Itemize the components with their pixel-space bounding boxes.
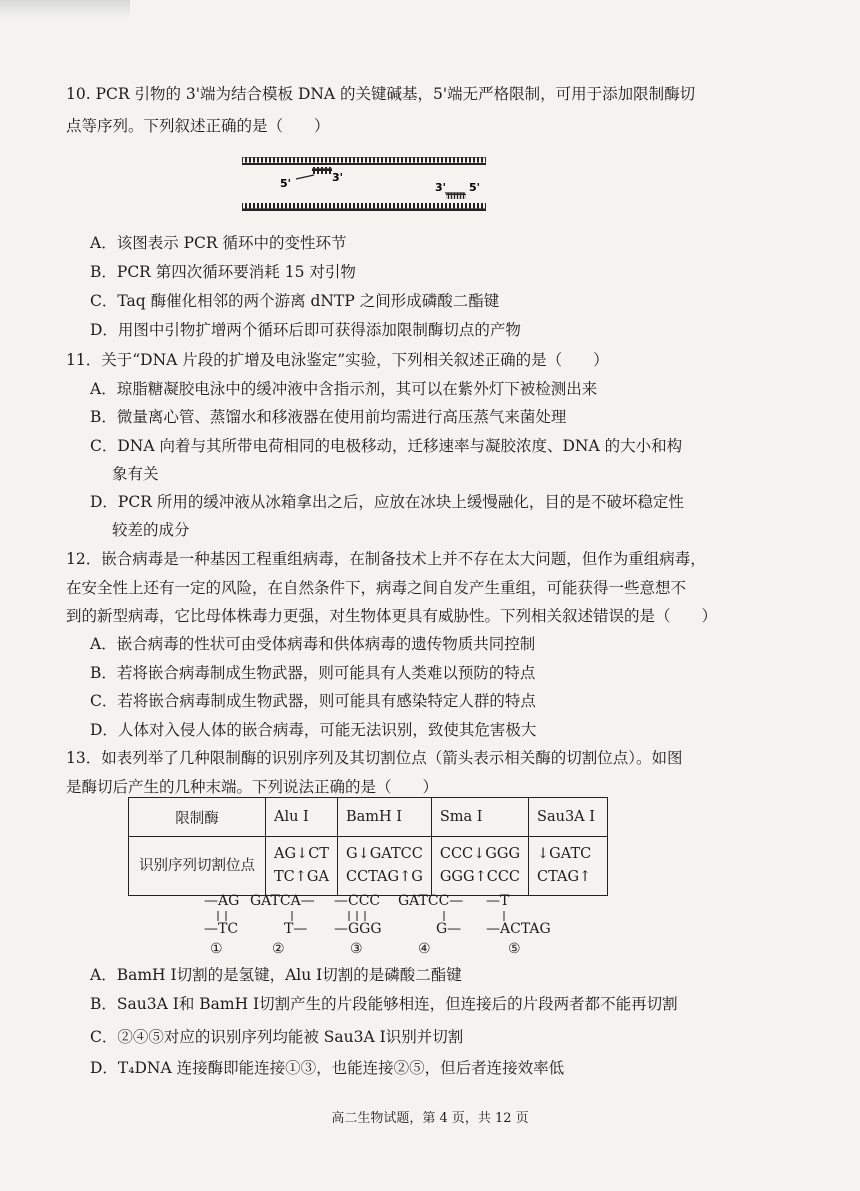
top-template-strand xyxy=(242,157,486,165)
end4-number: ④ xyxy=(418,941,431,957)
q11-option-c-line2: 象有关 xyxy=(112,465,159,483)
table-cell xyxy=(431,837,528,896)
left-primer xyxy=(312,167,332,174)
q10-option-d: D．用图中引物扩增两个循环后即可获得添加限制酶切点的产物 xyxy=(90,321,521,339)
seq-top: ↓GATC xyxy=(537,846,592,862)
q11-option-d-line1: D．PCR 所用的缓冲液从冰箱拿出之后，应放在冰块上缓慢融化，目的是不破坏稳定性 xyxy=(90,493,684,511)
q13-option-c: C．②④⑤对应的识别序列均能被 Sau3A Ⅰ识别并切割 xyxy=(90,1028,464,1046)
q11-stem: 11．关于“DNA 片段的扩增及电泳鉴定”实验，下列相关叙述正确的是（ ） xyxy=(66,351,609,369)
table-cell xyxy=(337,837,431,896)
q13-stem-line1: 13．如表列举了几种限制酶的识别序列及其切割位点（箭头表示相关酶的切割位点）。如图 xyxy=(66,749,683,767)
end3-top: —CCC xyxy=(334,893,381,909)
table-row xyxy=(129,837,608,896)
right-primer xyxy=(446,193,466,199)
end4-top: GATCC— xyxy=(398,893,464,909)
table-header-cell: Sau3A Ⅰ xyxy=(529,798,608,837)
q13-option-b: B．Sau3A Ⅰ和 BamH Ⅰ切割产生的片段能够相连，但连接后的片段两者都不能再切割 xyxy=(90,995,678,1013)
table-row-label: 识别序列切割位点 xyxy=(129,837,266,896)
q12-option-a: A．嵌合病毒的性状可由受体病毒和供体病毒的遗传物质共同控制 xyxy=(90,635,536,653)
q13-option-d: D．T₄DNA 连接酶即能连接①③，也能连接②⑤，但后者连接效率低 xyxy=(90,1059,565,1077)
seq-bottom: CCTAG↑G xyxy=(345,869,423,885)
page-footer: 高二生物试题，第 4 页，共 12 页 xyxy=(331,1111,529,1126)
seq-top: CCC↓GGG xyxy=(439,846,521,862)
q13-option-a: A．BamH Ⅰ切割的是氢键，Alu Ⅰ切割的是磷酸二酯键 xyxy=(90,966,462,984)
end2-top: GATCA— xyxy=(250,893,315,909)
q11-option-b: B．微量离心管、蒸馏水和移液器在使用前均需进行高压蒸气来菌处理 xyxy=(90,408,567,426)
seq-bottom: TC↑GA xyxy=(274,869,329,885)
left-primer-3-label: 3' xyxy=(332,171,344,184)
q12-stem-line3: 到的新型病毒，它比母体株毒力更强，对生物体更具有威胁性。下列相关叙述错误的是（ ） xyxy=(66,607,718,625)
table-cell xyxy=(266,837,338,896)
scan-shadow xyxy=(0,0,130,18)
end1-number: ① xyxy=(210,941,223,957)
base-pair-bonds xyxy=(186,893,566,943)
q12-option-b: B．若将嵌合病毒制成生物武器，则可能具有人类难以预防的特点 xyxy=(90,664,536,682)
right-primer-5-label: 5' xyxy=(469,181,481,194)
q12-option-c: C．若将嵌合病毒制成生物武器，则可能具有感染特定人群的特点 xyxy=(90,692,536,710)
table-header-cell: Sma Ⅰ xyxy=(431,798,528,837)
q10-option-c: C．Taq 酶催化相邻的两个游离 dNTP 之间形成磷酸二酯键 xyxy=(90,292,500,310)
q10-stem-line2: 点等序列。下列叙述正确的是（ ） xyxy=(66,117,330,135)
q11-option-a: A．琼脂糖凝胶电泳中的缓冲液中含指示剂，其可以在紫外灯下被检测出来 xyxy=(90,380,598,398)
sticky-ends-figure xyxy=(186,893,566,963)
table-header-cell: 限制酶 xyxy=(129,798,266,837)
pcr-primer-diagram xyxy=(240,155,490,215)
end5-top: —T xyxy=(486,893,510,909)
bottom-template-strand xyxy=(242,203,486,211)
table-header-cell: Alu Ⅰ xyxy=(266,798,338,837)
end2-number: ② xyxy=(272,941,285,957)
q11-option-c-line1: C．DNA 向着与其所带电荷相同的电极移动，迁移速率与凝胶浓度、DNA 的大小和构 xyxy=(90,437,683,455)
q10-stem-line1: 10. PCR 引物的 3'端为结合模板 DNA 的关键碱基，5'端无严格限制，可用于添加限制酶切 xyxy=(66,85,696,103)
q10-option-b: B．PCR 第四次循环要消耗 15 对引物 xyxy=(90,263,356,281)
seq-bottom: CTAG↑ xyxy=(537,869,592,885)
end3-bottom: —GGG xyxy=(334,921,382,937)
left-primer-5-label: 5' xyxy=(280,177,292,190)
end3-number: ③ xyxy=(350,941,363,957)
seq-top: AG↓CT xyxy=(274,846,329,862)
end4-bottom: G— xyxy=(436,921,462,937)
q11-option-d-line2: 较差的成分 xyxy=(112,521,190,539)
end5-bottom: —ACTAG xyxy=(486,921,551,937)
table-header-cell: BamH Ⅰ xyxy=(337,798,431,837)
end5-number: ⑤ xyxy=(508,941,521,957)
seq-bottom: GGG↑CCC xyxy=(439,869,521,885)
end1-bottom: —TC xyxy=(204,921,239,937)
end2-bottom: T— xyxy=(284,921,308,937)
restriction-enzyme-table xyxy=(128,797,608,896)
q10-option-a: A．该图表示 PCR 循环中的变性环节 xyxy=(90,234,347,252)
right-primer-3-label: 3' xyxy=(435,181,447,194)
q12-option-d: D．人体对入侵人体的嵌合病毒，可能无法识别，致使其危害极大 xyxy=(90,721,537,739)
q12-stem-line2: 在安全性上还有一定的风险，在自然条件下，病毒之间自发产生重组，可能获得一些意想不 xyxy=(66,579,687,597)
q12-stem-line1: 12．嵌合病毒是一种基因工程重组病毒，在制备技术上并不存在太大问题，但作为重组病毒， xyxy=(66,550,706,568)
table-header-row xyxy=(129,798,608,837)
table-cell xyxy=(529,837,608,896)
end1-top: —AG xyxy=(204,893,240,909)
seq-top: G↓GATCC xyxy=(345,846,423,862)
q13-stem-line2: 是酶切后产生的几种末端。下列说法正确的是（ ） xyxy=(66,778,439,796)
